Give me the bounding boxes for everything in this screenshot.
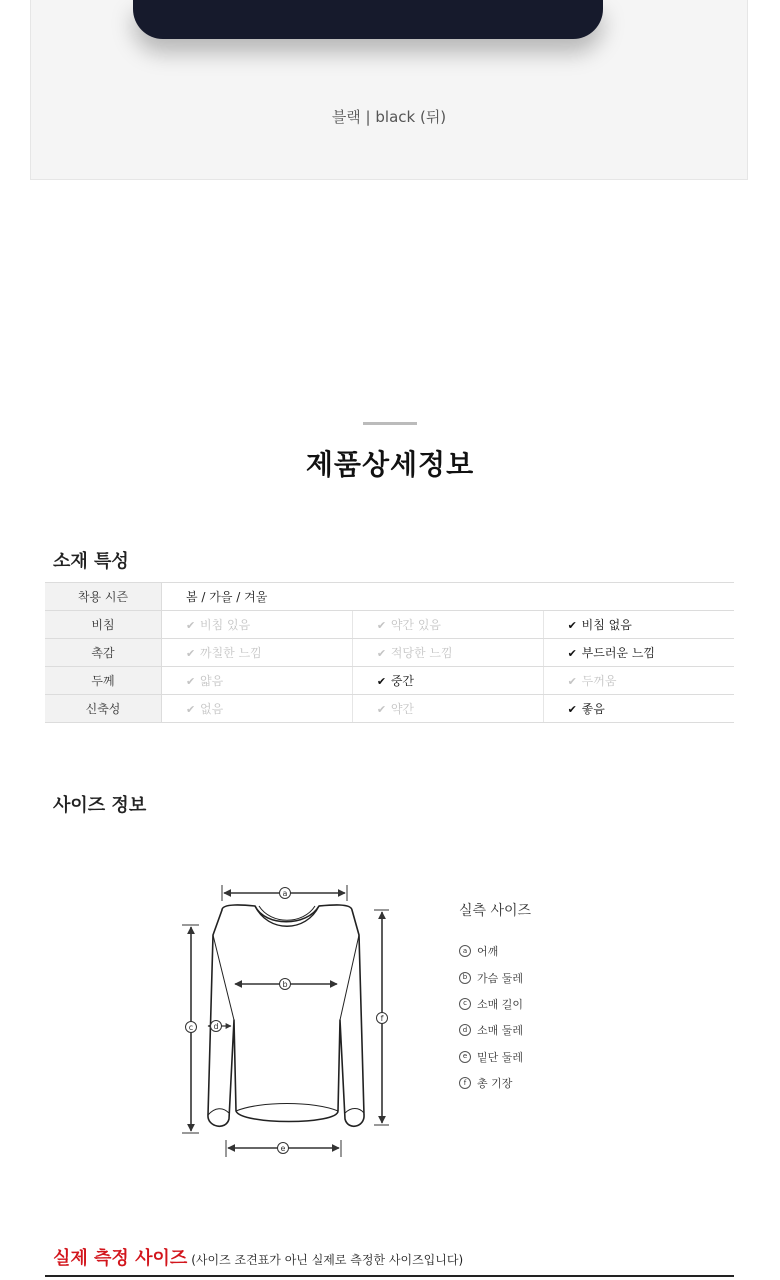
option-cell: ✔ 비침 있음	[162, 611, 353, 639]
table-row	[45, 639, 734, 667]
actual-size-note: (사이즈 조견표가 아닌 실제로 측정한 사이즈입니다)	[191, 1253, 464, 1267]
check-icon: ✔	[376, 619, 387, 632]
page-title: 제품상세정보	[305, 448, 475, 481]
option-cell-selected: ✔ 좋음	[543, 695, 734, 723]
material-section-title: 소재 특성	[53, 551, 129, 572]
actual-size-title: 실제 측정 사이즈 (사이즈 조견표가 아닌 실제로 측정한 사이즈입니다)	[53, 1248, 464, 1269]
diagram-mark-d: d	[213, 1022, 219, 1031]
check-icon: ✔	[567, 619, 577, 632]
circled-letter-icon: e	[459, 1051, 471, 1063]
legend-item: e 밑단 둘레	[459, 1044, 531, 1070]
row-label: 촉감	[45, 639, 162, 667]
section-divider	[45, 1275, 734, 1277]
product-photo	[30, 0, 748, 180]
check-icon: ✔	[186, 647, 196, 660]
table-row	[45, 583, 734, 611]
option-cell: ✔ 두꺼움	[543, 667, 734, 695]
sweater-image	[133, 0, 603, 39]
check-icon: ✔	[567, 703, 577, 716]
diagram-mark-b: b	[282, 980, 288, 989]
material-table	[45, 582, 734, 723]
option-cell-selected: ✔ 중간	[352, 667, 543, 695]
legend-title: 실측 사이즈	[459, 903, 532, 919]
legend-item: f 총 기장	[459, 1070, 531, 1096]
check-icon: ✔	[567, 675, 577, 688]
diagram-mark-e: e	[280, 1144, 286, 1153]
option-cell-selected: ✔ 비침 없음	[543, 611, 734, 639]
check-icon: ✔	[376, 703, 387, 716]
row-label: 비침	[45, 611, 162, 639]
option-cell: ✔ 얇음	[162, 667, 353, 695]
legend-item: c 소매 길이	[459, 991, 531, 1017]
circled-letter-icon: b	[459, 972, 471, 984]
circled-letter-icon: a	[459, 945, 471, 957]
diagram-mark-f: f	[380, 1014, 384, 1023]
size-section-title: 사이즈 정보	[53, 795, 147, 816]
measurement-legend	[459, 900, 531, 1096]
legend-item: d 소매 둘레	[459, 1017, 531, 1043]
title-divider	[363, 422, 417, 425]
row-label: 두께	[45, 667, 162, 695]
check-icon: ✔	[376, 647, 387, 660]
check-icon: ✔	[186, 675, 196, 688]
table-row	[45, 695, 734, 723]
option-cell: ✔ 약간 있음	[352, 611, 543, 639]
option-cell: ✔ 약간	[352, 695, 543, 723]
row-label: 신축성	[45, 695, 162, 723]
photo-caption: 블랙 | black (뒤)	[331, 108, 447, 126]
diagram-mark-c: c	[188, 1023, 194, 1032]
option-cell: ✔ 없음	[162, 695, 353, 723]
option-cell: ✔ 까칠한 느낌	[162, 639, 353, 667]
option-cell: ✔ 적당한 느낌	[352, 639, 543, 667]
check-icon: ✔	[186, 703, 196, 716]
circled-letter-icon: f	[459, 1077, 471, 1089]
sweater-measurement-diagram	[175, 875, 405, 1165]
diagram-mark-a: a	[282, 889, 288, 898]
option-cell-selected: ✔ 부드러운 느낌	[543, 639, 734, 667]
check-icon: ✔	[186, 619, 196, 632]
check-icon: ✔	[376, 675, 387, 688]
legend-item: a 어깨	[459, 938, 531, 964]
check-icon: ✔	[567, 647, 577, 660]
table-row	[45, 611, 734, 639]
row-label: 착용 시즌	[45, 583, 162, 611]
table-row	[45, 667, 734, 695]
legend-item: b 가슴 둘레	[459, 964, 531, 990]
season-value: 봄 / 가을 / 겨울	[162, 583, 735, 611]
circled-letter-icon: d	[459, 1024, 471, 1036]
circled-letter-icon: c	[459, 998, 471, 1010]
sweater-outline-icon	[208, 905, 364, 1126]
